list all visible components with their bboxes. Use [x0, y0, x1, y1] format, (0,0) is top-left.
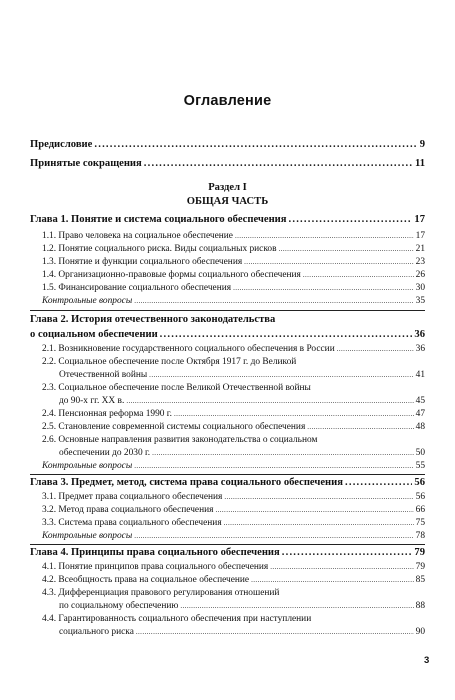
entry-page: 9 [419, 139, 425, 150]
entry-label: Предисловие [30, 139, 93, 150]
toc-section-2-1[interactable] [42, 344, 425, 354]
dot-leader [270, 563, 413, 571]
toc-section-3-3[interactable] [42, 518, 425, 528]
dot-leader [224, 493, 413, 501]
toc-section-1-1[interactable] [42, 231, 425, 241]
entry-page: 45 [415, 396, 425, 406]
entry-page: 21 [415, 244, 425, 254]
entry-label: Глава 1. Понятие и система социального обеспечения [30, 214, 287, 225]
toc-section-2-4[interactable] [42, 409, 425, 419]
entry-page: 23 [415, 257, 425, 267]
toc-section-3-2[interactable] [42, 505, 425, 515]
dot-leader [152, 449, 413, 457]
dot-leader [289, 214, 413, 225]
toc-section-4-2[interactable] [42, 575, 425, 585]
entry-label: социального риска [59, 627, 134, 637]
page-title: Оглавление [183, 93, 272, 109]
toc-section-1-5[interactable] [42, 283, 425, 293]
toc-section-4-4-line1[interactable] [42, 614, 425, 624]
toc-section-4-1[interactable] [42, 562, 425, 572]
entry-page: 90 [415, 627, 425, 637]
entry-label: 1.5. Финансирование социального обеспечения [42, 283, 232, 293]
entry-label: 4.3. Дифференциация правового регулирования отношений [42, 588, 280, 598]
entry-label: Принятые сокращения [30, 158, 142, 169]
dot-leader [180, 602, 413, 610]
entry-label: 1.3. Понятие и функции социального обеспечения [42, 257, 243, 267]
dot-leader [136, 628, 414, 636]
entry-page: 30 [415, 283, 425, 293]
entry-page: 11 [414, 158, 425, 169]
toc-section-2-6[interactable] [42, 448, 425, 458]
entry-label: Контрольные вопросы [42, 531, 133, 541]
entry-label: Контрольные вопросы [42, 461, 133, 471]
toc-chapter-3[interactable] [30, 477, 425, 488]
dot-leader [224, 519, 414, 527]
entry-page: 36 [415, 344, 425, 354]
entry-page: 85 [415, 575, 425, 585]
entry-label: 2.3. Социальное обеспечение после Великой Отечественной войны [42, 383, 311, 393]
toc-chapter-1[interactable] [30, 214, 425, 225]
chapter-divider [30, 310, 425, 311]
entry-page: 78 [415, 531, 425, 541]
entry-page: 79 [415, 562, 425, 572]
toc-section-2-3[interactable] [42, 396, 425, 406]
dot-leader [251, 576, 414, 584]
toc-entry-abbreviations[interactable] [30, 158, 425, 169]
section-number: Раздел I [208, 182, 247, 193]
toc-control-questions-2[interactable] [42, 461, 425, 471]
entry-page: 56 [414, 477, 425, 488]
dot-leader [282, 547, 413, 558]
entry-label: 4.4. Гарантированность социального обеспечения при наступлении [42, 614, 312, 624]
toc-section-1-3[interactable] [42, 257, 425, 267]
toc-section-2-2[interactable] [42, 370, 425, 380]
entry-label: 1.2. Понятие социального риска. Виды социальных рисков [42, 244, 277, 254]
toc-section-2-3-line1[interactable] [42, 383, 425, 393]
section-name: ОБЩАЯ ЧАСТЬ [186, 196, 269, 207]
entry-label: по социальному обеспечению [59, 601, 179, 611]
entry-page: 41 [415, 370, 425, 380]
entry-label: 1.4. Организационно-правовые формы социального обеспечения [42, 270, 301, 280]
entry-page: 26 [415, 270, 425, 280]
toc-section-3-1[interactable] [42, 492, 425, 502]
entry-page: 47 [415, 409, 425, 419]
dot-leader [134, 532, 413, 540]
entry-page: 50 [415, 448, 425, 458]
entry-page: 17 [414, 214, 425, 225]
entry-label: Глава 4. Принципы права социального обеспечения [30, 547, 280, 558]
entry-page: 48 [415, 422, 425, 432]
toc-section-2-5[interactable] [42, 422, 425, 432]
toc-section-2-6-line1[interactable] [42, 435, 425, 445]
dot-leader [345, 477, 412, 488]
dot-leader [149, 371, 413, 379]
entry-label: Контрольные вопросы [42, 296, 133, 306]
entry-label: 2.2. Социальное обеспечение после Октября 1917 г. до Великой [42, 357, 297, 367]
entry-page: 36 [414, 329, 425, 340]
toc-chapter-2[interactable] [30, 329, 425, 340]
toc-chapter-4[interactable] [30, 547, 425, 558]
entry-page: 55 [415, 461, 425, 471]
dot-leader [134, 462, 413, 470]
entry-label: Глава 2. История отечественного законодательства [30, 314, 276, 325]
toc-entry-preface[interactable] [30, 139, 425, 150]
toc-chapter-2-line1[interactable] [30, 314, 425, 325]
entry-page: 79 [414, 547, 425, 558]
entry-label: Отечественной войны [59, 370, 148, 380]
dot-leader [134, 297, 413, 305]
entry-label: 2.4. Пенсионная реформа 1990 г. [42, 409, 172, 419]
entry-label: 3.2. Метод права социального обеспечения [42, 505, 214, 515]
toc-section-2-2-line1[interactable] [42, 357, 425, 367]
entry-label: 1.1. Право человека на социальное обеспечение [42, 231, 233, 241]
entry-page: 17 [415, 231, 425, 241]
entry-label: обеспечении до 2030 г. [59, 448, 151, 458]
entry-label: Глава 3. Предмет, метод, система права социального обеспечения [30, 477, 343, 488]
dot-leader [235, 232, 414, 240]
dot-leader [279, 245, 414, 253]
dot-leader [244, 258, 413, 266]
entry-page: 35 [415, 296, 425, 306]
toc-control-questions-1[interactable] [42, 296, 425, 306]
entry-label: 3.3. Система права социального обеспечения [42, 518, 222, 528]
entry-page: 88 [415, 601, 425, 611]
toc-control-questions-3[interactable] [42, 531, 425, 541]
dot-leader [215, 506, 413, 514]
dot-leader [94, 139, 417, 150]
toc-section-1-2[interactable] [42, 244, 425, 254]
toc-section-4-4[interactable] [42, 627, 425, 637]
dot-leader [233, 284, 414, 292]
dot-leader [337, 345, 414, 353]
dot-leader [144, 158, 413, 169]
entry-label: 2.1. Возникновение государственного социального обеспечения в России [42, 344, 335, 354]
entry-label: до 90-х гг. XX в. [59, 396, 125, 406]
entry-label: 4.2. Всеобщность права на социальное обеспечение [42, 575, 250, 585]
chapter-divider [30, 474, 425, 475]
toc-section-4-3-line1[interactable] [42, 588, 425, 598]
entry-label: 4.1. Понятие принципов права социального обеспечения [42, 562, 269, 572]
toc-page [30, 0, 425, 700]
entry-page: 56 [415, 492, 425, 502]
chapter-divider [30, 544, 425, 545]
toc-section-4-3[interactable] [42, 601, 425, 611]
entry-page: 66 [415, 505, 425, 515]
dot-leader [303, 271, 414, 279]
entry-label: 2.5. Становление современной системы социального обеспечения [42, 422, 306, 432]
entry-label: 3.1. Предмет права социального обеспечения [42, 492, 223, 502]
dot-leader [160, 329, 413, 340]
dot-leader [174, 410, 414, 418]
entry-label: о социальном обеспечении [30, 329, 158, 340]
entry-page: 75 [415, 518, 425, 528]
dot-leader [126, 397, 413, 405]
entry-label: 2.6. Основные направления развития законодательства о социальном [42, 435, 318, 445]
dot-leader [307, 423, 413, 431]
toc-section-1-4[interactable] [42, 270, 425, 280]
page-number: 3 [424, 655, 430, 666]
